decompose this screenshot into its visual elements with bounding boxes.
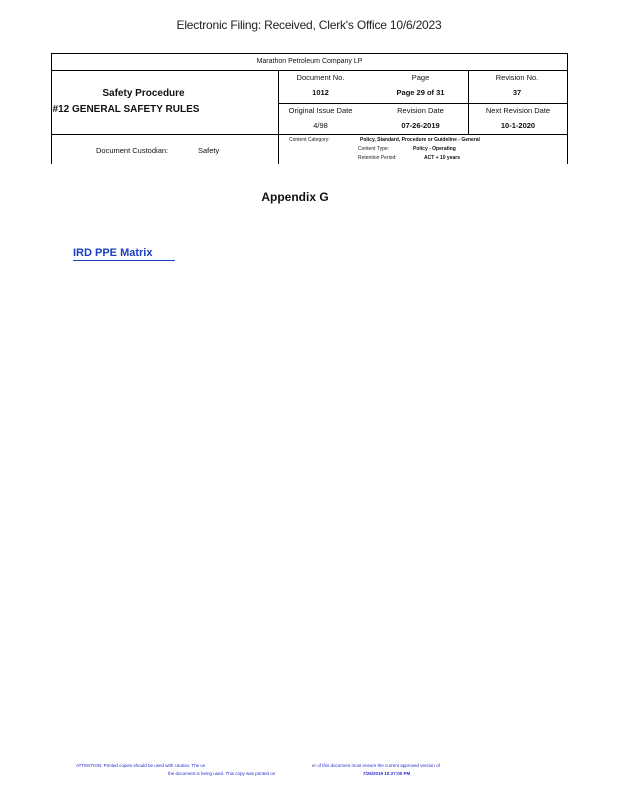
document-custodian-value: Safety	[198, 146, 220, 155]
revision-number-label: Revision No.	[495, 73, 539, 82]
document-header	[51, 53, 568, 164]
ird-ppe-matrix-link[interactable]: IRD PPE Matrix	[73, 247, 175, 261]
content-type-label: Content Type:	[358, 146, 390, 152]
page-label: Page	[411, 73, 430, 82]
procedure-title: Safety Procedure	[102, 88, 185, 99]
retention-period-value: ACT + 10 years	[424, 155, 460, 161]
electronic-filing-stamp: Electronic Filing: Received, Clerk's Office 10/6/2023	[176, 18, 442, 32]
footer-attention-left: ATTENTION: Printed copies should be used with caution. The us	[76, 763, 206, 768]
header-company-divider	[51, 70, 568, 71]
document-number-value: 1012	[312, 88, 329, 97]
document-number-label: Document No.	[296, 73, 345, 82]
retention-period-label: Retention Period:	[358, 155, 397, 161]
content-category-label: Content Category:	[289, 137, 330, 143]
appendix-title: Appendix G	[261, 190, 329, 204]
procedure-subtitle: #12 GENERAL SAFETY RULES	[52, 104, 200, 115]
next-revision-date-label: Next Revision Date	[485, 106, 551, 115]
original-issue-date-label: Original Issue Date	[288, 106, 353, 115]
revision-date-label: Revision Date	[397, 106, 444, 115]
page-value: Page 29 of 31	[396, 88, 445, 97]
next-revision-date-value: 10-1-2020	[500, 121, 536, 130]
footer-print-timestamp: 7/26/2019 10:27:00 PM	[363, 771, 411, 776]
document-custodian-label: Document Custodian:	[96, 146, 169, 155]
revision-number-value: 37	[512, 88, 522, 97]
revision-date-value: 07-26-2019	[401, 121, 440, 130]
original-issue-date-value: 4/98	[313, 121, 328, 130]
footer-attention-right: er of this document must ensure the current approved version of	[312, 763, 440, 768]
header-meta-divider	[278, 70, 279, 164]
content-category-value: Policy, Standard, Procedure or Guideline - General	[360, 137, 480, 143]
footer-printed-left: the document is being used. This copy was printed on	[168, 771, 276, 776]
header-row-divider	[278, 103, 568, 104]
header-bottom-row-divider	[51, 134, 568, 135]
content-type-value: Policy - Operating	[413, 146, 456, 152]
company-name: Marathon Petroleum Company LP	[256, 58, 363, 65]
